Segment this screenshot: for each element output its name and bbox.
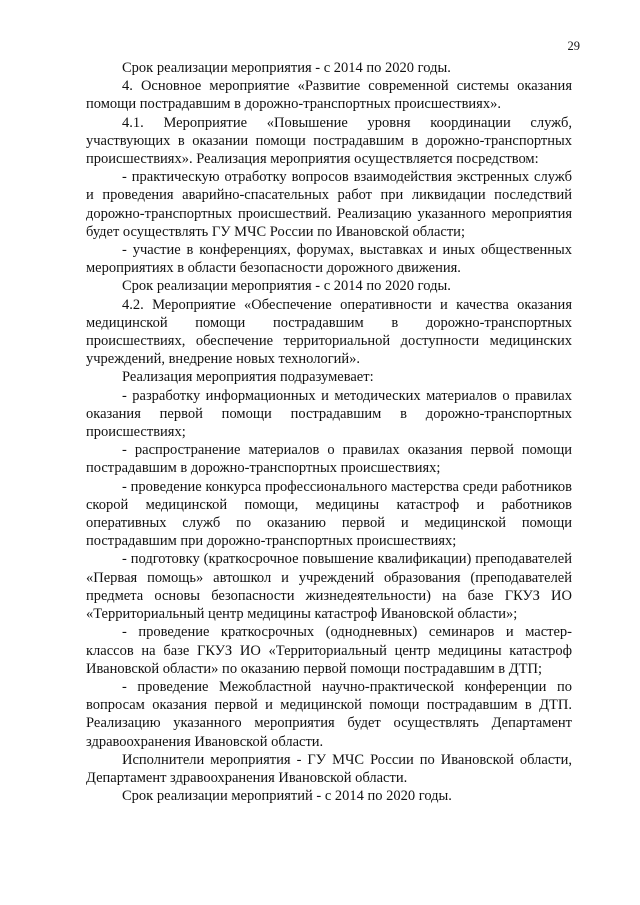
paragraph-timeframe-3: Срок реализации мероприятий - с 2014 по 2020 годы. (122, 788, 452, 805)
paragraph-bullet-drills: - практическую отработку вопросов взаимодействия экстренных служб и проведения аварийно-спасательных работ при ликвидации последствий дорожно-транспортных происшествий. Реализацию указанного мероприятия будет осуществлять ГУ МЧС России по Ивановской области; (86, 169, 572, 240)
paragraph-bullet-seminars: - проведение краткосрочных (однодневных) семинаров и мастер-классов на базе ГКУЗ ИО «Территориальный центр медицины катастроф Ивановской области» по оказанию первой помощи пострадавшим в ДТП; (86, 624, 572, 677)
paragraph-activity-4-1: 4.1. Мероприятие «Повышение уровня координации служб, участвующих в оказании помощи пострадавшим в дорожно-транспортных происшествиях». Реализация мероприятия осуществляется посредством: (86, 114, 572, 168)
page-number: 29 (567, 39, 580, 53)
paragraph-bullet-materials-development: - разработку информационных и методических материалов о правилах оказания первой помощи пострадавшим в дорожно-транспортных происшествиях; (86, 387, 572, 441)
paragraph-bullet-interregional-conference: - проведение Межобластной научно-практической конференции по вопросам оказания первой и медицинской помощи пострадавшим в ДТП. Реализацию указанного мероприятия будет осуществлять Департамент здравоохранения Ивановской области. (86, 678, 572, 750)
paragraph-activity-4-2: 4.2. Мероприятие «Обеспечение оперативности и качества оказания медицинской помощи пострадавшим в дорожно-транспортных происшествиях, обеспечение территориальной доступности медицинских учреждений, внедрение новых технологий». (86, 296, 572, 368)
paragraph-main-activity-4: 4. Основное мероприятие «Развитие современной системы оказания помощи пострадавшим в дорожно-транспортных происшествиях». (86, 78, 572, 113)
paragraph-bullet-contest: - проведение конкурса профессионального мастерства среди работников скорой медицинской помощи, медицины катастроф и работников оперативных служб по оказанию первой и медицинской помощи пострадавшим при дорожно-транспортных происшествиях; (86, 478, 572, 550)
paragraph-implementation-intro: Реализация мероприятия подразумевает: (122, 369, 374, 386)
paragraph-bullet-teacher-training: - подготовку (краткосрочное повышение квалификации) преподавателей «Первая помощь» автошкол и учреждений образования (преподавателей предмета основы безопасности жизнедеятельности) на базе ГКУЗ ИО «Территориальный центр медицины катастроф Ивановской области»; (86, 551, 572, 623)
document-body (86, 59, 572, 805)
paragraph-executors: Исполнители мероприятия - ГУ МЧС России по Ивановской области, Департамент здравоохранения Ивановской области. (86, 751, 572, 786)
paragraph-timeframe-1: Срок реализации мероприятия - с 2014 по 2020 годы. (122, 60, 451, 76)
paragraph-bullet-conferences: - участие в конференциях, форумах, выставках и иных общественных мероприятиях в области безопасности дорожного движения. (86, 242, 572, 277)
paragraph-bullet-materials-distribution: - распространение материалов о правилах оказания первой помощи пострадавшим в дорожно-транспортных происшествиях; (86, 442, 572, 477)
paragraph-timeframe-2: Срок реализации мероприятия - с 2014 по 2020 годы. (122, 278, 451, 295)
